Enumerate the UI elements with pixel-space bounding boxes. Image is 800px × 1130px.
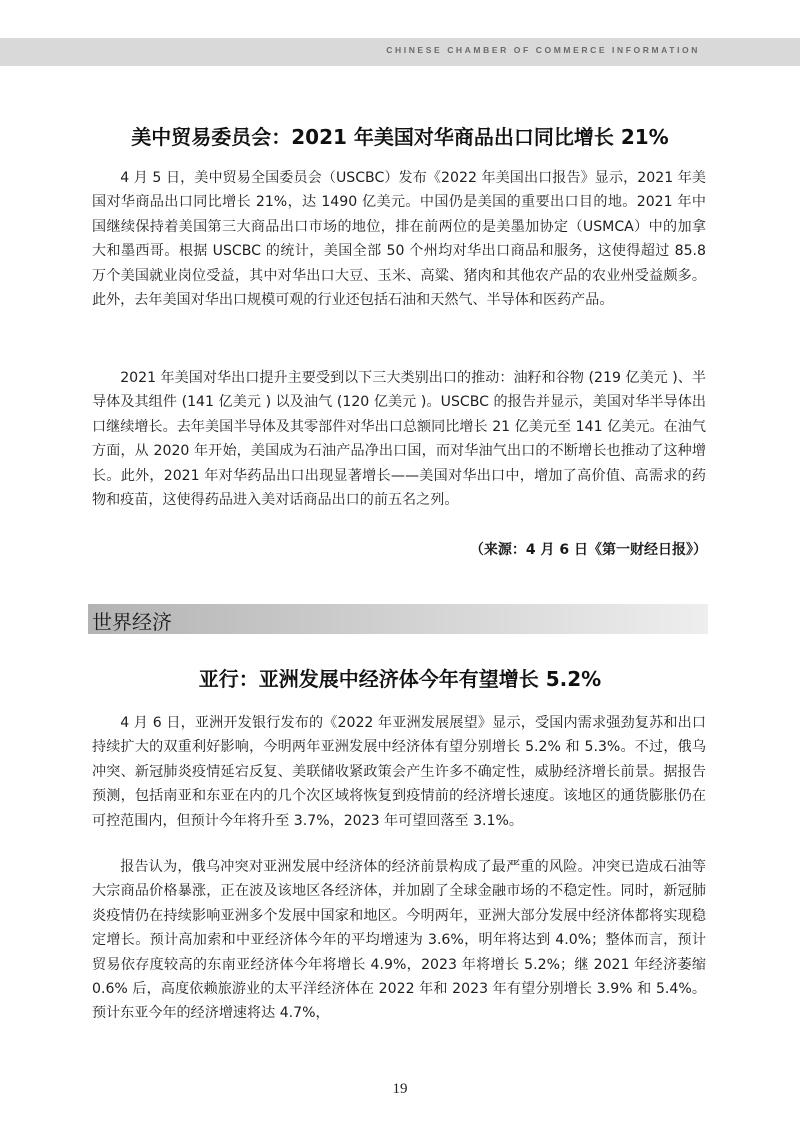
running-header: CHINESE CHAMBER OF COMMERCE INFORMATION bbox=[386, 45, 700, 55]
article-paragraph: 4 月 5 日，美中贸易全国委员会（USCBC）发布《2022 年美国出口报告》显示，2021 年美国对华商品出口同比增长 21%，达 1490 亿美元。中国仍是美国的重要出口目的地。2021 年中国继续保持着美国第三大商品出口市场的地位，排在前两位的是美墨加协定（USMCA）中的加拿大和墨西哥。根据 USCBC 的统计，美国全部 50 个州均对华出口商品和服务，这使得超过 85.8 万个美国就业岗位受益，其中对华出口大豆、玉米、高粱、猪肉和其他农产品的农业州受益颇多。此外，去年美国对华出口规模可观的行业还包括石油和天然气、半导体和医药产品。 bbox=[92, 170, 706, 309]
article-source: （来源：4 月 6 日《第一财经日报》） bbox=[469, 542, 707, 558]
section-header-band bbox=[88, 604, 708, 634]
article-title-uscbc: 美中贸易委员会：2021 年美国对华商品出口同比增长 21% bbox=[131, 125, 669, 149]
article-title-adb: 亚行：亚洲发展中经济体今年有望增长 5.2% bbox=[198, 667, 602, 691]
article-paragraph: 4 月 6 日，亚洲开发银行发布的《2022 年亚洲发展展望》显示，受国内需求强劲复苏和出口持续扩大的双重利好影响，今明两年亚洲发展中经济体有望分别增长 5.2% 和 5.3%。不过，俄乌冲突、新冠肺炎疫情延宕反复、美联储收紧政策会产生许多不确定性，威胁经济增长前景。据报告预测，包括南亚和东亚在内的几个次区域将恢复到疫情前的经济增长速度。该地区的通货膨胀仍在可控范围内，但预计今年将升至 3.7%，2023 年可望回落至 3.1%。 bbox=[92, 715, 706, 829]
page-number: 19 bbox=[392, 1081, 408, 1097]
article-paragraph: 报告认为，俄乌冲突对亚洲发展中经济体的经济前景构成了最严重的风险。冲突已造成石油等大宗商品价格暴涨，正在波及该地区各经济体，并加剧了全球金融市场的不稳定性。同时，新冠肺炎疫情仍在持续影响亚洲多个发展中国家和地区。今明两年，亚洲大部分发展中经济体都将实现稳定增长。预计高加索和中亚经济体今年的平均增速为 3.6%，明年将达到 4.0%；整体而言，预计贸易依存度较高的东南亚经济体今年将增长 4.9%，2023 年将增长 5.2%；继 2021 年经济萎缩 0.6% 后，高度依赖旅游业的太平洋经济体在 2022 年和 2023 年有望分别增长 3.9% 和 5.4%。预计东亚今年的经济增速将达 4.7%， bbox=[92, 859, 706, 1022]
article-paragraph: 2021 年美国对华出口提升主要受到以下三大类别出口的推动：油籽和谷物 (219 亿美元 )、半导体及其组件 (141 亿美元 ) 以及油气 (120 亿美元 )。USCBC 的报告并显示，美国对华半导体出口继续增长。去年美国半导体及其零部件对华出口总额同比增长 21 亿美元至 141 亿美元。在油气方面，从 2020 年开始，美国成为石油产品净出口国，而对华油气出口的不断增长也推动了这种增长。此外，2021 年对华药品出口出现显著增长——美国对华出口中，增加了高价值、高需求的药物和疫苗，这使得药品进入美对话商品出口的前五名之列。 bbox=[92, 370, 706, 509]
section-title: 世界经济 bbox=[92, 610, 172, 634]
